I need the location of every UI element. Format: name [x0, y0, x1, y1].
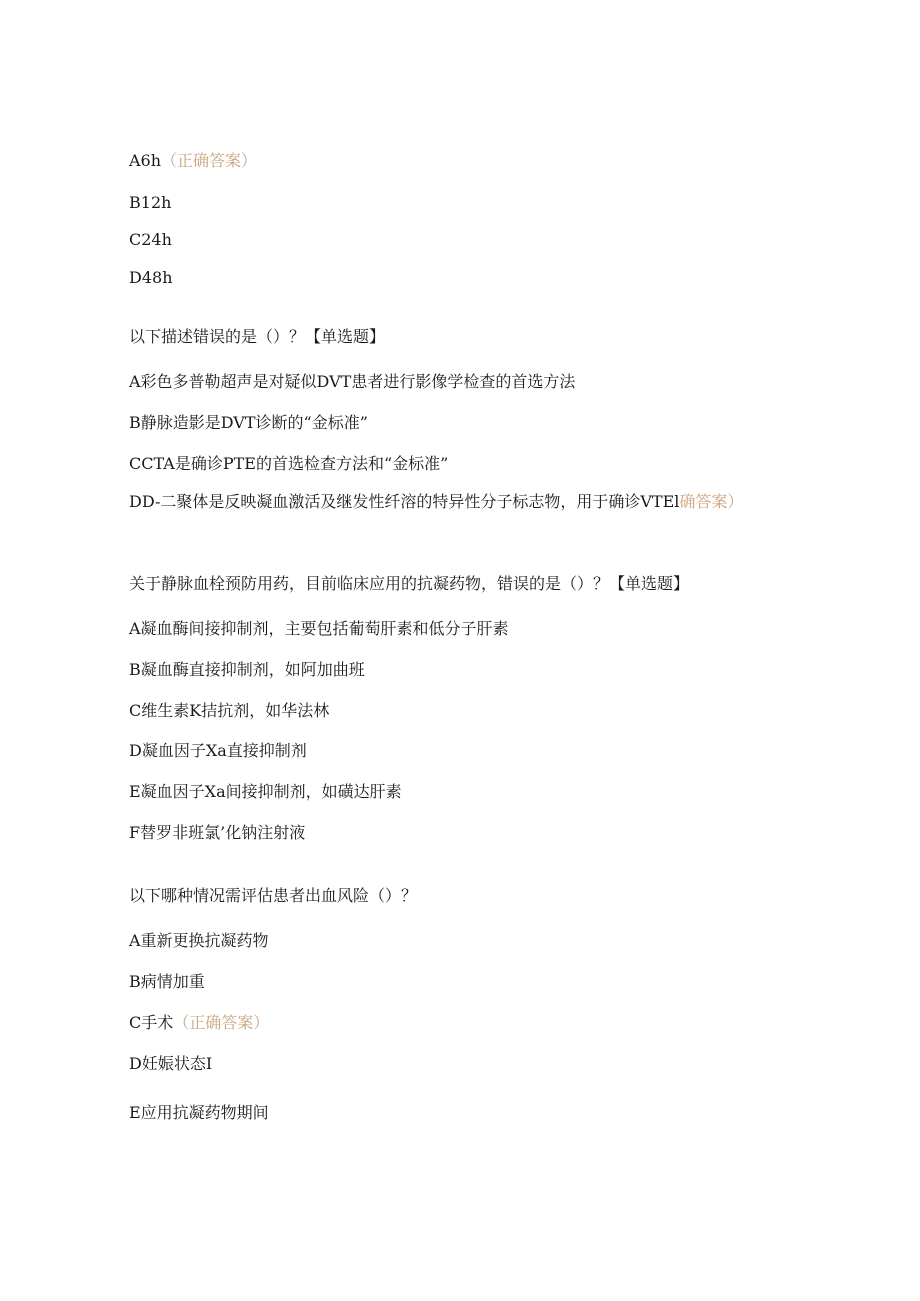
q2-option-b: B静脉造影是DVT诊断的“金标准”	[129, 413, 368, 432]
q4-option-a: A重新更换抗凝药物	[129, 931, 269, 950]
q2-question: 以下描述错误的是（）？【单选题】	[129, 327, 386, 346]
correct-answer-tag: 确答	[679, 492, 712, 511]
q4-option-e: E应用抗凝药物期间	[129, 1103, 269, 1122]
q4-option-b: B病情加重	[129, 972, 205, 991]
q3-option-d: D凝血因子Xa直接抑制剂	[129, 741, 307, 760]
q4-option-d: D妊娠状态I	[129, 1054, 213, 1073]
q2-option-c: CCTA是确诊PTE的首选检查方法和“金标准”	[129, 454, 449, 473]
q3-option-c: C维生素K拮抗剂，如华法林	[129, 701, 330, 720]
q4-question: 以下哪种情况需评估患者出血风险（）？	[129, 886, 418, 905]
correct-answer-tag: （正确答案）	[161, 151, 258, 170]
option-text: C手术	[129, 1013, 174, 1032]
q1-option-b: B12h	[129, 193, 172, 212]
option-text: A6h	[129, 151, 162, 170]
q2-option-a: A彩色多普勒超声是对疑似DVT患者进行影像学检查的首选方法	[129, 372, 576, 391]
q3-question: 关于静脉血栓预防用药，目前临床应用的抗凝药物，错误的是（）？【单选题】	[129, 574, 690, 593]
q1-option-d: D48h	[129, 268, 173, 287]
q1-option-c: C24h	[129, 230, 172, 249]
option-text: DD-二聚体是反映凝血激活及继发性纤溶的特异性分子标志物，用于确诊VTEl	[129, 492, 680, 511]
q2-option-d	[129, 490, 754, 514]
q3-option-f: F替罗非班氯’化钠注射液	[129, 823, 306, 842]
correct-answer-tag: （正确答案）	[173, 1013, 270, 1032]
q3-option-a: A凝血酶间接抑制剂，主要包括葡萄肝素和低分子肝素	[129, 619, 509, 638]
q3-option-e: E凝血因子Xa间接抑制剂，如磺达肝素	[129, 782, 402, 801]
q3-option-b: B凝血酶直接抑制剂，如阿加曲班	[129, 660, 365, 679]
q1-option-a	[129, 149, 257, 173]
correct-answer-tag-continued: 案）	[711, 492, 744, 511]
q4-option-c	[129, 1011, 269, 1035]
